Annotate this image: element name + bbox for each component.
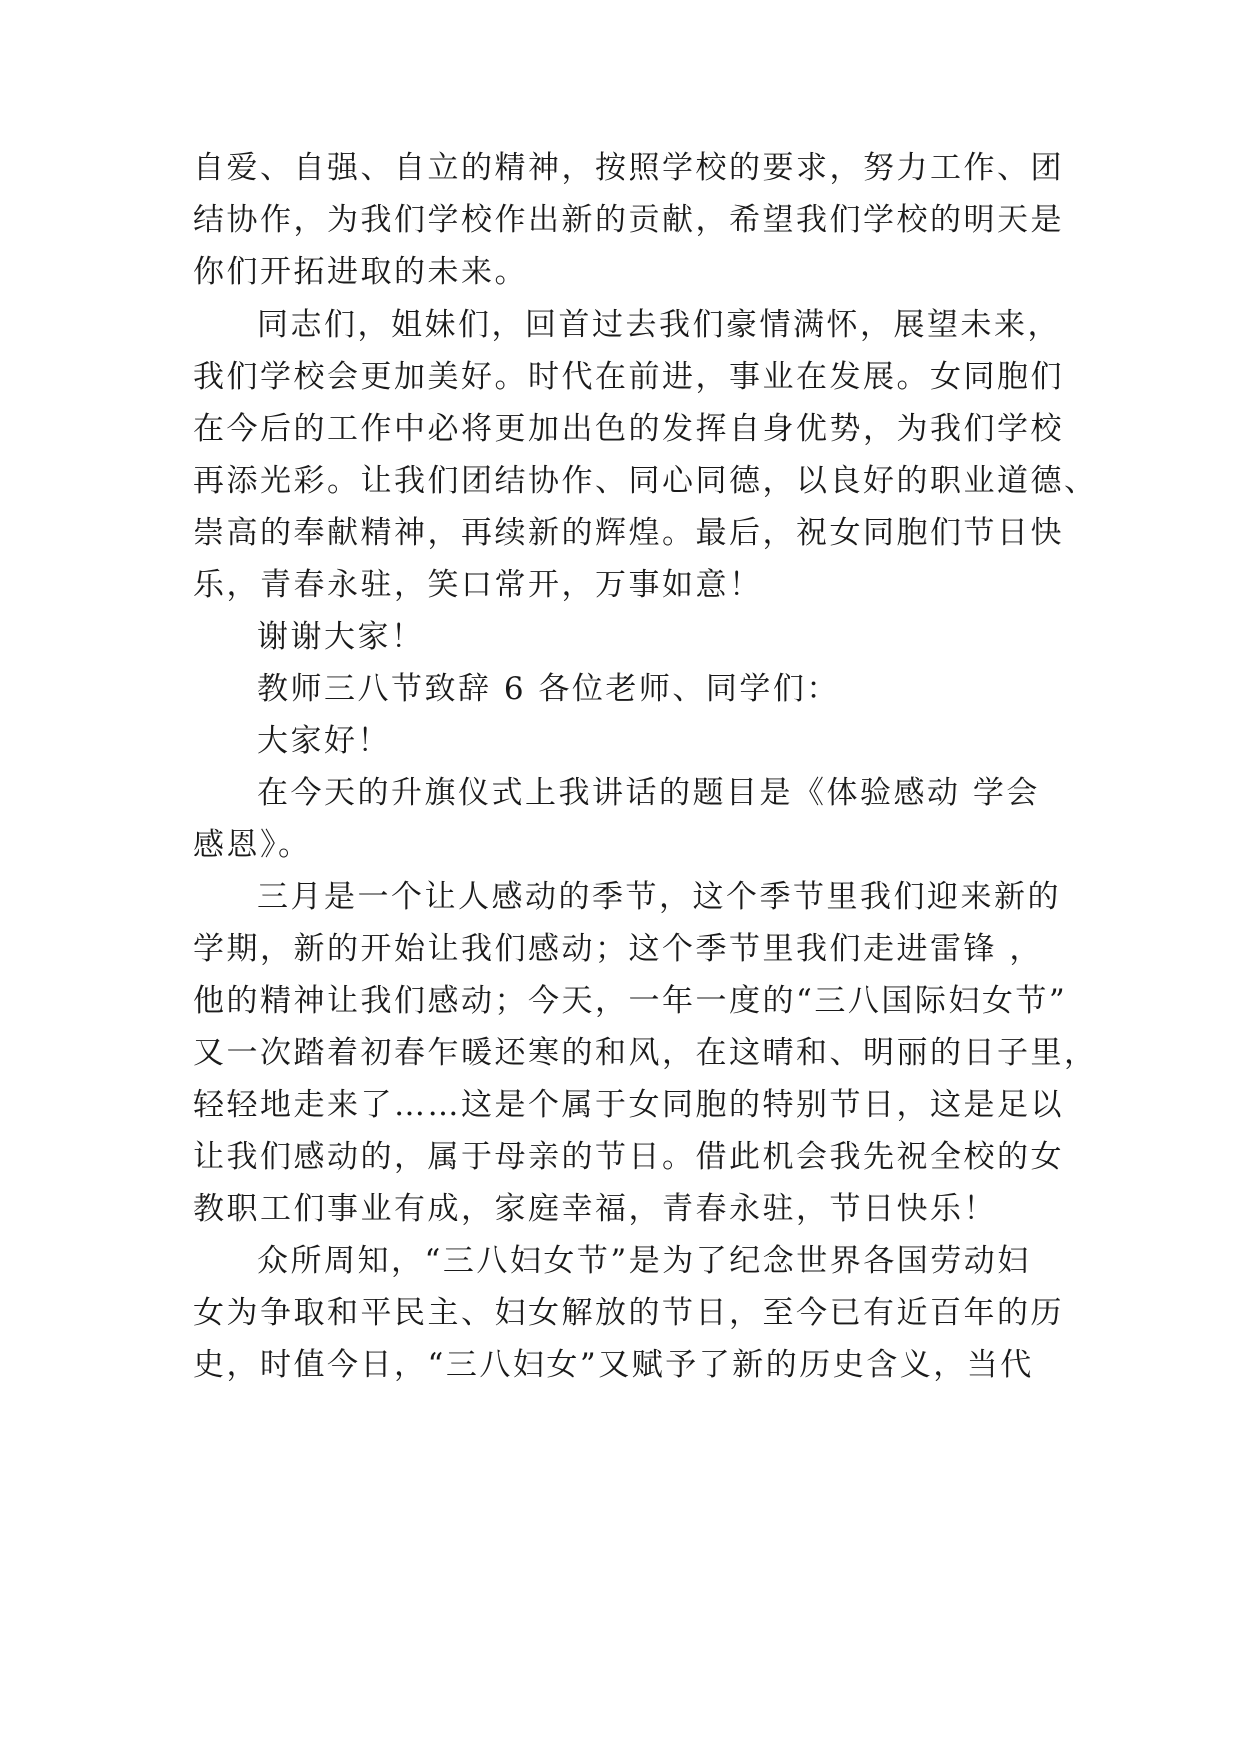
paragraph-first-line: 同志们，姐妹们，回首过去我们豪情满怀，展望未来， (257, 307, 1061, 343)
paragraph-first-line: 谢谢大家！ (257, 619, 425, 655)
paragraph-first-line: 众所周知，“三八妇女节”是为了纪念世界各国劳动妇 (257, 1243, 1031, 1279)
paragraph-first-line: 三月是一个让人感动的季节，这个季节里我们迎来新的 (257, 879, 1061, 915)
paragraph-first-line: 在今天的升旗仪式上我讲话的题目是《体验感动 学会 (257, 775, 1040, 811)
text-line: 结协作，为我们学校作出新的贡献，希望我们学校的明天是 (193, 202, 1064, 238)
text-line: 我们学校会更加美好。时代在前进，事业在发展。女同胞们 (193, 359, 1064, 395)
text-line: 轻轻地走来了……这是个属于女同胞的特别节日，这是足以 (193, 1087, 1064, 1123)
text-line: 教职工们事业有成，家庭幸福，青春永驻，节日快乐！ (193, 1191, 997, 1227)
text-line: 在今后的工作中必将更加出色的发挥自身优势，为我们学校 (193, 411, 1064, 447)
text-line: 他的精神让我们感动；今天，一年一度的“三八国际妇女节” (193, 983, 1068, 1019)
text-line: 崇高的奉献精神，再续新的辉煌。最后，祝女同胞们节日快 (193, 515, 1064, 551)
paragraph-first-line: 大家好！ (257, 723, 391, 759)
text-line: 又一次踏着初春乍暖还寒的和风，在这晴和、明丽的日子里， (193, 1035, 1098, 1071)
text-line: 乐，青春永驻，笑口常开，万事如意！ (193, 567, 763, 603)
text-line: 女为争取和平民主、妇女解放的节日，至今已有近百年的历 (193, 1295, 1064, 1331)
text-line: 自爱、自强、自立的精神，按照学校的要求，努力工作、团 (193, 150, 1064, 186)
text-line: 你们开拓进取的未来。 (193, 254, 528, 290)
text-line: 史，时值今日，“三八妇女”又赋予了新的历史含义，当代 (193, 1347, 1034, 1383)
text-line: 感恩》。 (193, 827, 312, 863)
text-line: 让我们感动的，属于母亲的节日。借此机会我先祝全校的女 (193, 1139, 1064, 1175)
paragraph-first-line: 教师三八节致辞 6 各位老师、同学们： (257, 671, 840, 707)
text-line: 再添光彩。让我们团结协作、同心同德，以良好的职业道德、 (193, 463, 1098, 499)
text-line: 学期，新的开始让我们感动；这个季节里我们走进雷锋 ， (193, 931, 1043, 967)
